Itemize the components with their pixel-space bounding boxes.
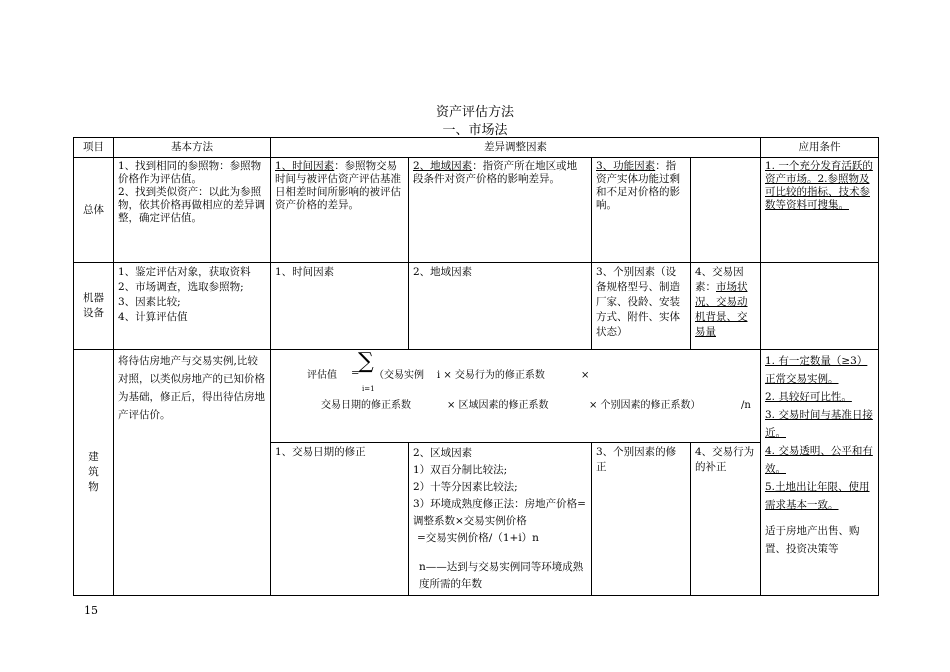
equipment-individual-factor: 3、个别因素（设备规格型号、制造厂家、役龄、安装方式、附件、实体状态） [592, 263, 691, 350]
equipment-step: 3、因素比较; [118, 296, 181, 308]
region-factor-text: ：指资产所在地区或地段条件对资产价格的影响差异。 [413, 160, 578, 185]
formula-term-6: × 个别因素的修正系数） [589, 400, 701, 411]
formula-term-4: 交易日期的修正系数 [321, 400, 411, 411]
transaction-factor-prefix: 4、交易因素： [695, 266, 744, 293]
region-factor-line [413, 547, 587, 559]
equipment-time-factor: 1、时间因素 [271, 263, 409, 350]
region-factor-line: n——达到与交易实例同等环境成熟度所需的年数 [419, 561, 584, 590]
building-formula [271, 350, 761, 443]
building-condition: 1. 有一定数量（≥3）正常交易实例。 [765, 355, 868, 385]
equipment-region-factor: 2、地域因素 [409, 263, 592, 350]
overall-basic-2: 2、找到类似资产：以此为参照物，依其价格再做相应的差异调整，确定评估值。 [118, 186, 265, 224]
overall-time-factor [271, 158, 409, 263]
building-condition: 3. 交易时间与基准日接近。 [765, 409, 873, 439]
equipment-conditions-empty [761, 263, 879, 350]
function-factor-text: ：指资产实体功能过剩和不足对价格的影响。 [596, 160, 680, 211]
formula-term-2: i × 交易行为的修正系数 [437, 370, 545, 381]
building-region-factor [409, 443, 592, 596]
building-basic-method: 将待估房地产与交易实例,比较对照，以类似房地产的已知价格为基础，修正后，得出待估房地产评估价。 [114, 350, 271, 596]
overall-basic-method [114, 158, 271, 263]
table-row-equipment [74, 263, 879, 350]
building-transaction-factor: 4、交易行为的补正 [691, 443, 761, 596]
overall-empty-cell [691, 158, 761, 263]
formula-term-3: × [581, 370, 590, 381]
header-basic-method: 基本方法 [114, 138, 271, 158]
building-application: 适于房地产出售、购置、投资决策等 [765, 525, 860, 555]
building-condition: 5.土地出让年限、使用需求基本一致。 [765, 481, 870, 511]
formula-index: i=1 [362, 385, 375, 393]
equipment-step: 4、计算评估值 [118, 311, 188, 323]
header-adjustment-factors: 差异调整因素 [271, 138, 761, 158]
document-title: 资产评估方法 [435, 105, 514, 120]
building-date-factor: 1、交易日期的修正 [271, 443, 409, 596]
formula-term-7: /n [741, 400, 751, 411]
overall-function-factor [592, 158, 691, 263]
formula-lead: 评估值 [307, 370, 337, 381]
equipment-transaction-factor [691, 263, 761, 350]
header-item: 项目 [74, 138, 114, 158]
overall-basic-1: 1、找到相同的参照物：参照物价格作为评估值。 [118, 160, 262, 185]
building-conditions [761, 350, 879, 596]
function-factor-title: 3、功能因素 [596, 160, 656, 172]
overall-region-factor [409, 158, 592, 263]
building-individual-factor: 3、个别因素的修正 [592, 443, 691, 596]
building-condition: 4. 交易透明、公平和有效。 [765, 445, 873, 475]
overall-conditions [761, 158, 879, 263]
row-label-building-text: 建筑物 [88, 451, 99, 493]
formula-term-5: × 区域因素的修正系数 [447, 400, 549, 411]
formula-term-1: （交易实例 [374, 370, 424, 381]
table-row-overall [74, 158, 879, 263]
region-factor-line: 3）环境成熟度修正法：房地产价格=调整系数×交易实例价格 [413, 498, 586, 527]
page-number: 15 [84, 604, 98, 617]
equipment-step: 2、市场调查，选取参照物; [118, 281, 244, 293]
table-row-building-top [74, 350, 879, 443]
sigma-icon: ∑ [358, 349, 374, 374]
transaction-factor-details: 市场状况、交易动机背景、交易量 [695, 281, 748, 338]
region-factor-line: =交易实例价格/（1+i）n [417, 532, 539, 544]
region-factor-line: 1）双百分制比较法; [413, 464, 508, 476]
row-label-building [74, 350, 114, 596]
time-factor-text: ：参照物交易时间与被评估资产评估基准日相差时间所影响的被评估资产价格的差异。 [275, 160, 401, 211]
time-factor-title: 1、时间因素 [275, 160, 335, 172]
row-label-equipment: 机器设备 [74, 263, 114, 350]
equipment-step: 1、鉴定评估对象，获取资料 [118, 266, 251, 278]
section-title: 一、市场法 [442, 123, 508, 138]
region-factor-line: 2）十等分因素比较法; [413, 481, 518, 493]
building-condition: 2. 具较好可比性。 [765, 391, 852, 403]
market-method-table [73, 137, 879, 596]
formula-equals: = [351, 368, 360, 379]
equipment-steps [114, 263, 271, 350]
table-header-row [74, 138, 879, 158]
overall-conditions-text: 1. 一个充分发育活跃的资产市场。2.参照物及可比较的指标、技术参数等资料可搜集。 [765, 160, 873, 211]
row-label-overall: 总体 [74, 158, 114, 263]
header-conditions: 应用条件 [761, 138, 879, 158]
region-factor-line: 2、区域因素 [413, 447, 473, 459]
region-factor-title: 2、地域因素 [413, 160, 473, 172]
